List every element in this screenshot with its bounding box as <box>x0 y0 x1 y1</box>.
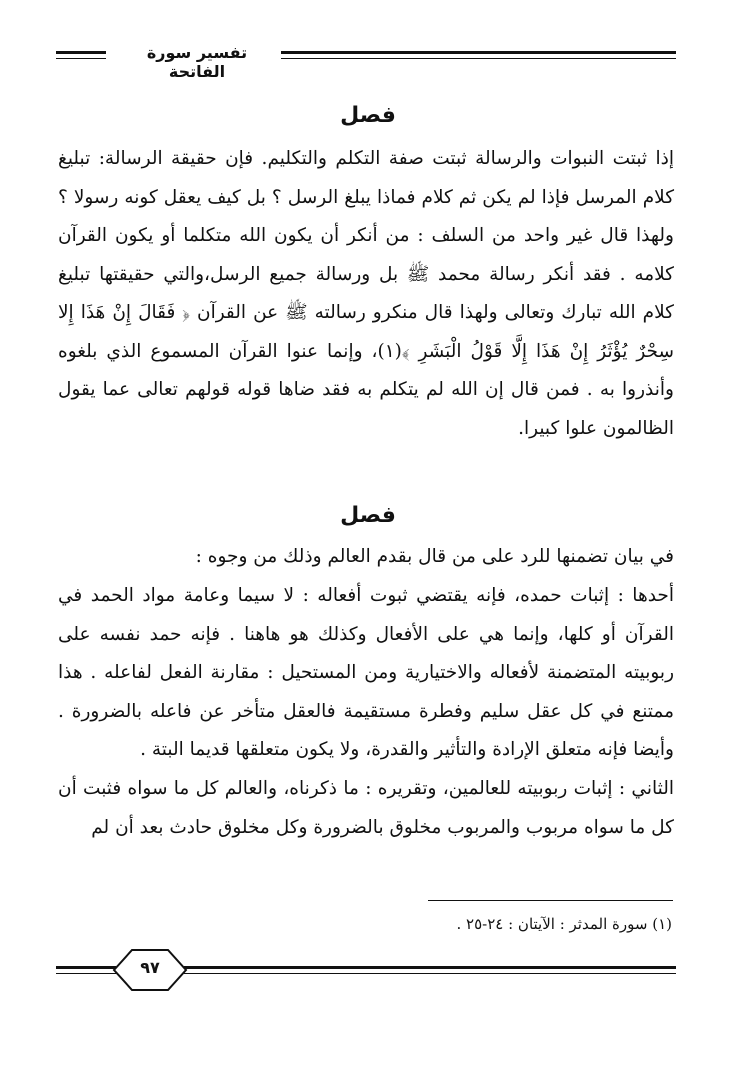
section-heading: فصل <box>340 103 396 128</box>
section-paragraph: أحدها : إثبات حمده، فإنه يقتضي ثبوت أفعاله : لا سيما وعامة مواد الحمد في القرآن أو كلها، وإنما هي على الأفعال وكذلك هو هاهنا . فإنه حمد نفسه على ربوبيته المتضمنة لأفعاله والاختيارية ومن المستحيل : مقارنة الفعل لفاعله . هذا ممتنع في كل عقل سليم وفطرة مستقيمة فالعقل متأخر عن فاعله بالضرورة . وأيضا فإنه متعلق الإرادة والتأثير والقدرة، ولا يكون متعلقها قديما البتة . <box>58 585 674 760</box>
section-paragraph: إذا ثبتت النبوات والرسالة ثبتت صفة التكلم والتكليم. فإن حقيقة الرسالة: تبليغ كلام المرسل فإذا لم يكن ثم كلام فماذا يبلغ الرسل ؟ بل كيف يعقل كونه رسولا ؟ ولهذا قال غير واحد من السلف : من أنكر أن يكون الله متكلما أو يكون القرآن كلامه . فقد أنكر رسالة محمد ﷺ بل ورسالة جميع الرسل،والتي حقيقتها تبليغ كلام الله تبارك وتعالى ولهذا قال منكرو رسالته ﷺ عن القرآن ﴿ فَقَالَ إِنْ هَذَا إِلا سِحْرٌ يُؤْثَرُ إِنْ هَذَا إِلَّا قَوْلُ الْبَشَرِ ﴾(١)، وإنما عنوا القرآن المسموع الذي بلغوه وأنذروا به . فمن قال إن الله لم يتكلم به فقد ضاها قوله قولهم تعالى عما يقول الظالمون علوا كبيرا. <box>58 148 674 439</box>
footer-rule-left <box>56 966 116 974</box>
page-number: ٩٧ <box>140 958 160 977</box>
header-rule-right <box>281 51 676 59</box>
section-intro: في بيان تضمنها للرد على من قال بقدم العالم وذلك من وجوه : <box>195 546 674 567</box>
page-footer <box>56 948 676 998</box>
header-title: تفسير سورة الفاتحة <box>146 43 248 81</box>
footer-rule-right <box>184 966 676 974</box>
running-header <box>56 38 676 81</box>
footnote: (١) سورة المدثر : الآيتان : ٢٤-٢٥ . <box>456 915 672 933</box>
footnote-divider <box>428 900 673 901</box>
header-rule-left <box>56 51 106 59</box>
section-paragraph: الثاني : إثبات ربوبيته للعالمين، وتقريره : ما ذكرناه، والعالم كل ما سواه فثبت أن كل ما سواه مربوب والمربوب مخلوق بالضرورة وكل مخلوق حادث بعد أن لم <box>58 778 674 838</box>
section-heading: فصل <box>340 503 396 528</box>
